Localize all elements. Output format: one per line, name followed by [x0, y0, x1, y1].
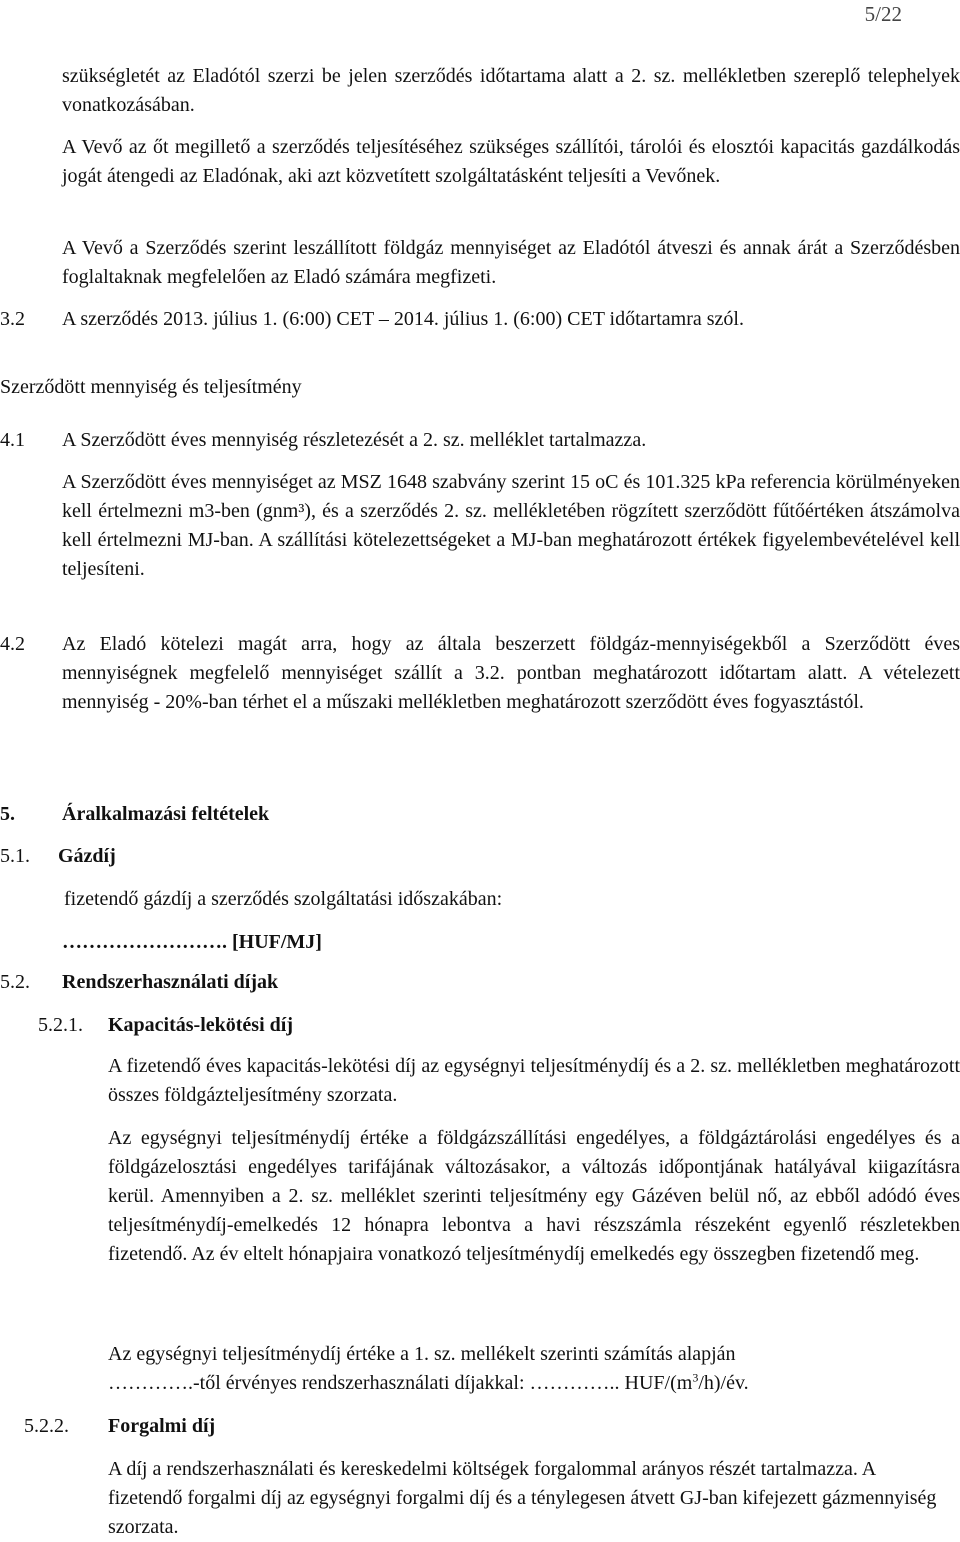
quantity-detail: A Szerződött éves mennyiséget az MSZ 1648 szabvány szerint 15 oC és 101.325 kPa referencia körülményeken kell értelmezni m3-ben (gnm³), és a szerződés 2. sz. mellékletében rögzített szerződött fűtőértéken átszámolva kell értelmezni MJ-ban. A szállítási kötelezettségeket a MJ-ban meghatározott értékek figyelembevételével kell teljesíteni. [62, 471, 960, 580]
section-4-2-text: Az Eladó kötelezi magát arra, hogy az általa beszerzett földgáz-mennyiségekből a Szerződött éves mennyiségnek megfelelő mennyiséget szállít a 3.2. pontban meghatározott időtartam alatt. A vételezett mennyiség - 20%-ban térhet el a műszaki mellékletben meghatározott szerződött éves fogyasztástól. [62, 633, 960, 713]
section-number-5-1: 5.1. [0, 845, 30, 867]
section-5-2-2-title: Forgalmi díj [108, 1415, 216, 1437]
unit-suffix: /h)/év. [698, 1372, 749, 1394]
paragraph-delivery: A Vevő a Szerződés szerint leszállított földgáz mennyiséget az Eladótól átveszi és annak árát a Szerződésben foglaltaknak megfelelően az Eladó számára megfizeti. [62, 237, 960, 288]
capacity-fee-para-3-line-2 [108, 1369, 749, 1398]
capacity-fee-para-1: A fizetendő éves kapacitás-lekötési díj az egységnyi teljesítménydíj és a 2. sz. mellékletben meghatározott összes földgázteljesítmény szorzata. [108, 1055, 960, 1106]
unit-exponent: 3 [692, 1370, 699, 1385]
paragraph-need: szükségletét az Eladótól szerzi be jelen szerződés időtartama alatt a 2. sz. mellékletben szereplő telephelyek vonatkozásában. [62, 65, 960, 116]
section-number: 4.1 [0, 429, 25, 451]
section-number-5-2-1: 5.2.1. [38, 1014, 83, 1036]
section-5-2-title: Rendszerhasználati díjak [62, 971, 279, 993]
capacity-fee-para-2: Az egységnyi teljesítménydíj értéke a földgázszállítási engedélyes, a földgáztárolási engedélyes és a földgázelosztási engedélyes tarifájának változásakor, a változás időpontjának hatályával kiigazításra kerül. Amennyiben a 2. sz. melléklet szerinti teljesítmény egy Gázéven belül nő, az ebből adódó éves teljesítménydíj-emelkedés 12 hónapra lebontva a havi részszámla részeként egyenlő részletekben fizetendő. Az év eltelt hónapjaira vonatkozó teljesítménydíj emelkedés egy összegben fizetendő meg. [108, 1127, 960, 1265]
gas-fee-placeholder: ……………………. [HUF/MJ] [62, 931, 322, 953]
section-text: A Szerződött éves mennyiség részletezését a 2. sz. melléklet tartalmazza. [62, 429, 647, 451]
contract-period: A szerződés 2013. július 1. (6:00) CET – 2014. július 1. (6:00) CET időtartamra szól. [62, 308, 744, 330]
heading-contracted-quantity: Szerződött mennyiség és teljesítmény [0, 376, 302, 398]
turnover-fee-text: A díj a rendszerhasználati és kereskedelmi költségek forgalommal arányos részét tartalmazza. A fizetendő forgalmi díj az egységnyi forgalmi díj és a ténylegesen átvett GJ-ban kifejezett gázmennyiség szorzata. [108, 1458, 937, 1538]
section-5-title: Áralkalmazási feltételek [62, 803, 270, 825]
section-number-5: 5. [0, 803, 15, 825]
section-number-5-2-2: 5.2.2. [24, 1415, 69, 1437]
section-number-4-2: 4.2 [0, 633, 25, 655]
page-number: 5/22 [864, 2, 902, 26]
section-5-2-1-title: Kapacitás-lekötési díj [108, 1014, 293, 1036]
paragraph-capacity-rights: A Vevő az őt megillető a szerződés teljesítéséhez szükséges szállítói, tárolói és elosztói kapacitás gazdálkodás jogát átengedi az Eladónak, aki azt közvetített szolgáltatásként teljesíti a Vevőnek. [62, 136, 960, 187]
section-number: 3.2 [0, 308, 25, 330]
capacity-fee-para-3-line-1: Az egységnyi teljesítménydíj értéke a 1. sz. mellékelt szerinti számítás alapján [108, 1343, 736, 1365]
section-5-1-title: Gázdíj [58, 845, 116, 867]
tariff-placeholder: ………….-től érvényes rendszerhasználati díjakkal: ………….. HUF/(m [108, 1372, 693, 1394]
gas-fee-text: fizetendő gázdíj a szerződés szolgáltatási időszakában: [64, 888, 503, 910]
section-number-5-2: 5.2. [0, 971, 30, 993]
